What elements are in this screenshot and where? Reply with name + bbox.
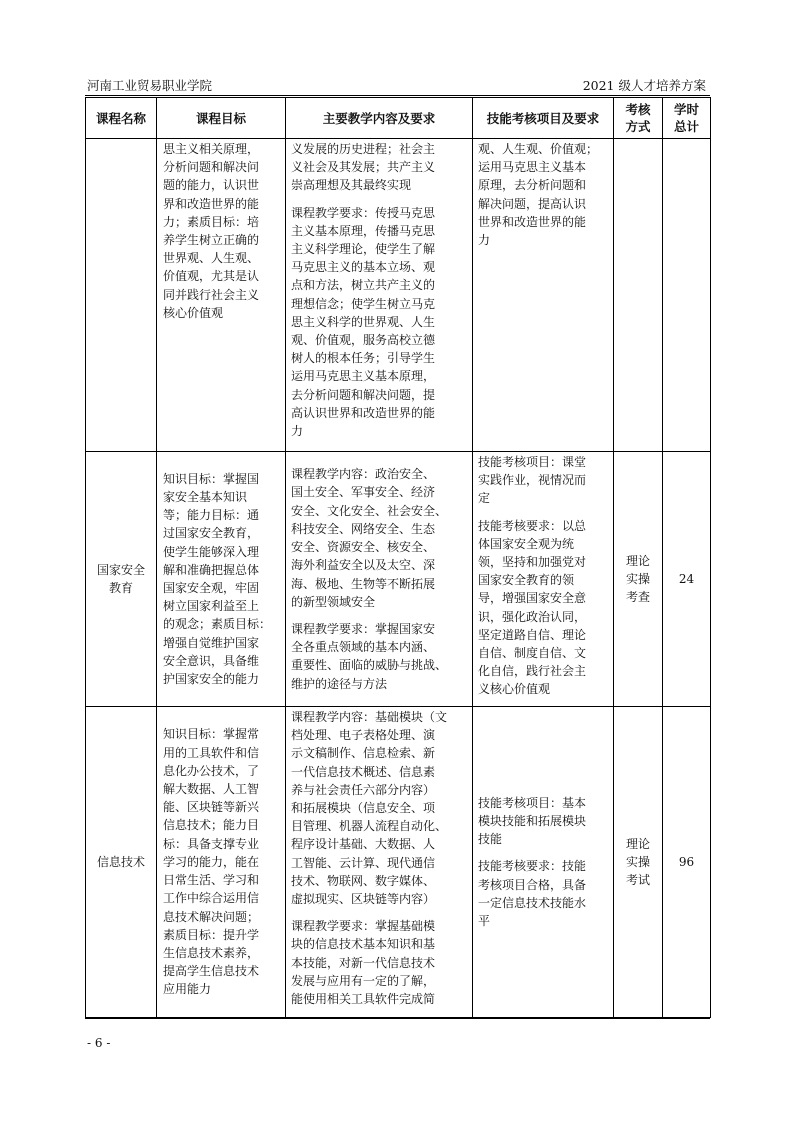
col-header-method: 考核 方式 — [614, 98, 663, 139]
skill-cell — [473, 707, 614, 1018]
table-row — [86, 139, 711, 452]
header-doc-title: 2021 级人才培养方案 — [582, 78, 706, 93]
course-content-cell — [286, 452, 473, 707]
course-content-cell — [286, 707, 473, 1018]
skill-paragraph: 技能考核要求：技能 考核项目合格，具备 一定信息技术技能水 平 — [478, 859, 587, 928]
col-header-course-name: 课程名称 — [86, 98, 157, 139]
total-hours-cell: 96 — [663, 707, 711, 1018]
total-hours-cell — [663, 139, 711, 452]
col-header-course-goal: 课程目标 — [157, 98, 286, 139]
col-header-content: 主要教学内容及要求 — [286, 98, 473, 139]
skill-paragraph: 观、人生观、价值观； 运用马克思主义基本 原理，去分析问题和 解决问题，提高认识 世界和改造世界的能 力 — [478, 142, 599, 248]
header-school: 河南工业贸易职业学院 — [87, 78, 213, 93]
content-paragraph: 课程教学要求：掌握国家安 全各重点领域的基本内涵、 重要性、面临的威胁与挑战、 维护的途径与方法 — [291, 621, 448, 691]
table-row — [86, 707, 711, 1018]
skill-cell — [473, 139, 614, 452]
table-header-row — [86, 98, 711, 139]
table-row — [86, 452, 711, 707]
col-header-skill: 技能考核项目及要求 — [473, 98, 614, 139]
skill-paragraph: 技能考核项目：基本 模块技能和拓展模块 技能 — [478, 795, 587, 847]
assessment-method-cell: 理论 实操 考试 — [614, 707, 663, 1018]
curriculum-table — [85, 97, 711, 1018]
skill-paragraph: 技能考核项目：课堂 实践作业，视情况而 定 — [478, 455, 587, 506]
content-paragraph: 义发展的历史进程；社会主 义社会及其发展；共产主义 崇高理想及其最终实现 — [291, 142, 436, 193]
course-goal-cell: 知识目标：掌握国 家安全基本知识 等；能力目标：通 过国家安全教育， 使学生能够深入理 解和准确把握总体 国家安全观，牢固 树立国家利益至上 的观念；素质目标： 增强自觉维护国家 安全意识，具备维 护国家安全的能力 — [157, 452, 286, 707]
total-hours-cell: 24 — [663, 452, 711, 707]
skill-cell — [473, 452, 614, 707]
course-name-cell — [86, 139, 157, 452]
course-name-cell: 国家安全 教育 — [86, 452, 157, 707]
content-paragraph: 课程教学内容：基础模块（文 档处理、电子表格处理、演 示文稿制作、信息检索、新 一代信息技术概述、信息素 养与社会责任六部分内容） 和拓展模块（信息安全、项 目管理、机器人流程自动化、 程序设计基础、大数据、人 工智能、云计算、现代通信 技术、物联网、数字媒体、 虚拟现实、区块链等内容） — [291, 710, 448, 907]
skill-paragraph: 技能考核要求：以总 体国家安全观为统 领，坚持和加强党对 国家安全教育的领 导，增强国家安全意 识，强化政治认同， 坚定道路自信、理论 自信、制度自信、文 化自信，践行社会主 义核心价值观 — [478, 518, 587, 697]
course-goal-cell: 知识目标：掌握常 用的工具软件和信 息化办公技术，了 解大数据、人工智 能、区块链等新兴 信息技术；能力目 标：具备支撑专业 学习的能力，能在 日常生活、学习和 工作中综合运用信 息技术解决问题； 素质目标：提升学 生信息技术素养， 提高学生信息技术 应用能力 — [157, 707, 286, 1018]
assessment-method-cell — [614, 139, 663, 452]
content-paragraph: 课程教学内容：政治安全、 国土安全、军事安全、经济 安全、文化安全、社会安全、 科技安全、网络安全、生态 安全、资源安全、核安全、 海外利益安全以及太空、深 海、极地、生物等不断拓展 的新型领域安全 — [291, 467, 448, 609]
footer-rule — [85, 1018, 710, 1019]
content-paragraph: 课程教学要求：掌握基础模 块的信息技术基本知识和基 本技能，对新一代信息技术 发展与应用有一定的了解， 能使用相关工具软件完成简 — [291, 919, 436, 1007]
header-rule — [85, 95, 710, 96]
col-header-hours: 学时 总计 — [663, 98, 711, 139]
content-paragraph: 课程教学要求：传授马克思 主义基本原理，传播马克思 主义科学理论，使学生了解 马克思主义的基本立场、观 点和方法，树立共产主义的 理想信念；使学生树立马克 思主义科学的世界观、人生 观、价值观，服务高校立德 树人的根本任务；引导学生 运用马克思主义基本原理， 去分析问题和解决问题，提 高认识世界和改造世界的能 力 — [291, 205, 436, 439]
course-name-cell: 信息技术 — [86, 707, 157, 1018]
page-number: - 6 - — [87, 1036, 111, 1050]
assessment-method-cell: 理论 实操 考查 — [614, 452, 663, 707]
course-content-cell — [286, 139, 473, 452]
course-goal-cell: 思主义相关原理， 分析问题和解决问 题的能力，认识世 界和改造世界的能 力；素质目标：培 养学生树立正确的 世界观、人生观、 价值观，尤其是认 同并践行社会主义 核心价值观 — [157, 139, 286, 452]
